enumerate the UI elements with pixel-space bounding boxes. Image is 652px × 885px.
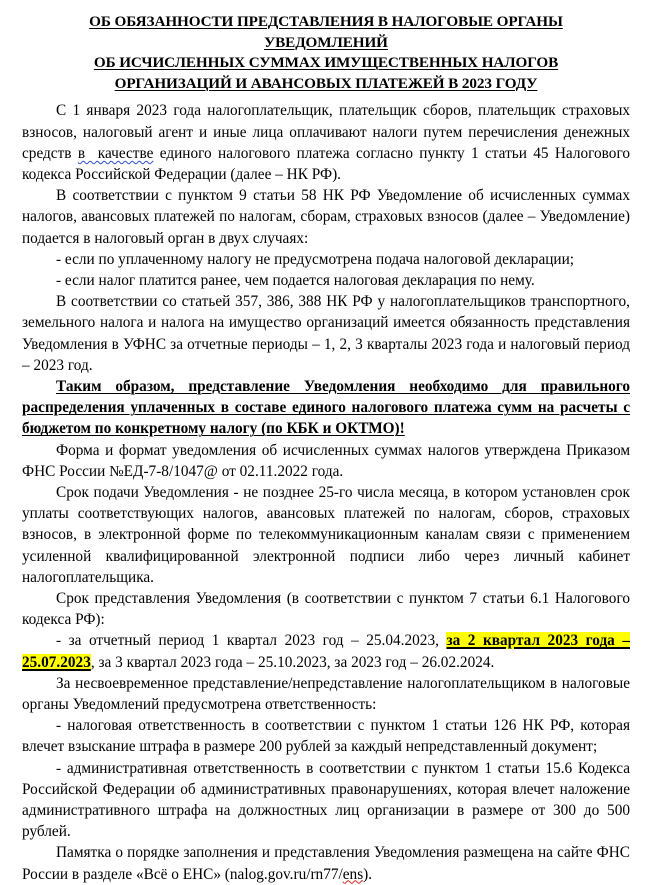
spelling-flagged-word: ens bbox=[342, 865, 364, 883]
paragraph-submission-deadline: Срок подачи Уведомления - не позднее 25-го числа месяца, в котором установлен срок уплаты соответствующих налогов, авансовых платежей по налогам, сборов, страховых взносов, в электронной форме по телекоммуникационным каналам связи с применением усиленной квалифицированной электронной подписи либо через личный кабинет налогоплательщика. bbox=[22, 484, 630, 586]
page-title bbox=[22, 12, 630, 94]
memo-link-text-a: Памятка о порядке заполнения и представления Уведомления размещена на сайте ФНС России в разделе «Всё о ЕНС» (nalog.gov.ru/rn77/ bbox=[22, 844, 630, 883]
deadlines-text-a: - за отчетный период 1 квартал 2023 год – 25.04.2023, bbox=[56, 632, 447, 650]
list-item-case-1: - если по уплаченному налогу не предусмотрена подача налоговой декларации; bbox=[56, 250, 575, 268]
deadlines-text-b: , за 3 квартал 2023 года – 25.10.2023, за 2023 год – 26.02.2024. bbox=[90, 653, 495, 671]
paragraph-deadline-reference: Срок представления Уведомления (в соответствии с пунктом 7 статьи 6.1 Налогового кодекса РФ): bbox=[22, 590, 630, 629]
paragraph-form-order: Форма и формат уведомления об исчисленных суммах налогов утверждена Приказом ФНС России №ЕД-7-8/1047@ от 02.11.2022 года. bbox=[22, 441, 630, 480]
list-item-deadlines bbox=[22, 630, 630, 672]
list-item-case-2: - если налог платится ранее, чем подается налоговая декларация по нему. bbox=[56, 272, 535, 289]
highlighted-deadline: за 2 квартал 2023 года – 25.07.2023 bbox=[22, 632, 630, 671]
title-line-1: ОБ ОБЯЗАННОСТИ ПРЕДСТАВЛЕНИЯ В НАЛОГОВЫЕ ОРГАНЫ bbox=[89, 13, 563, 30]
paragraph-emphasis: Таким образом, представление Уведомления необходимо для правильного распределения уплаченных в составе единого налогового платежа сумм на расчеты с бюджетом по конкретному налогу (по КБК и ОКТМО)! bbox=[22, 378, 630, 438]
paragraph-articles-357-386-388: В соответствии со статьей 357, 386, 388 НК РФ у налогоплательщиков транспортного, земельного налога и налога на имущество организаций имеется обязанность представления Уведомления в УФНС за отчетные периоды – 1, 2, 3 кварталы 2023 года и налоговый период – 2023 год. bbox=[22, 293, 630, 374]
list-item-tax-liability: - налоговая ответственность в соответствии с пунктом 1 статьи 126 НК РФ, которая влечет взыскание штрафа в размере 200 рублей за каждый непредставленный документ; bbox=[22, 717, 630, 756]
paragraph-article-58: В соответствии с пунктом 9 статьи 58 НК РФ Уведомление об исчисленных суммах налогов, авансовых платежей по налогам, сборам, страховых взносов (далее – Уведомление) подается в налоговый орган в двух случаях: bbox=[22, 187, 630, 247]
paragraph-intro-text-b: единого налогового платежа согласно пункту 1 статьи 45 Налогового кодекса Российской Федерации (далее – НК РФ). bbox=[22, 144, 630, 183]
paragraph-intro bbox=[22, 100, 630, 185]
paragraph-intro-text-a: С 1 января 2023 года налогоплательщик, плательщик сборов, плательщик страховых взносов, налоговый агент и иные лица оплачивают налоги путем перечисления денежных средств bbox=[22, 102, 630, 162]
title-line-3: ОБ ИСЧИСЛЕННЫХ СУММАХ ИМУЩЕСТВЕННЫХ НАЛОГОВ bbox=[93, 54, 559, 72]
memo-link-text-b: ). bbox=[363, 865, 373, 883]
grammar-flagged-phrase: в качестве bbox=[77, 144, 154, 162]
title-line-4: ОРГАНИЗАЦИЙ И АВАНСОВЫХ ПЛАТЕЖЕЙ В 2023 ГОДУ bbox=[114, 74, 538, 92]
title-line-2: УВЕДОМЛЕНИЙ bbox=[264, 33, 388, 51]
list-item-administrative-liability: - административная ответственность в соответствии с пунктом 1 статьи 15.6 Кодекса Российской Федерации об административных правонарушениях, которая влечет наложение административного штрафа на должностных лиц организации в размере от 300 до 500 рублей. bbox=[22, 759, 630, 841]
paragraph-liability: За несвоевременное представление/непредставление налогоплательщиком в налоговые органы Уведомлений предусмотрена ответственность: bbox=[22, 674, 630, 714]
